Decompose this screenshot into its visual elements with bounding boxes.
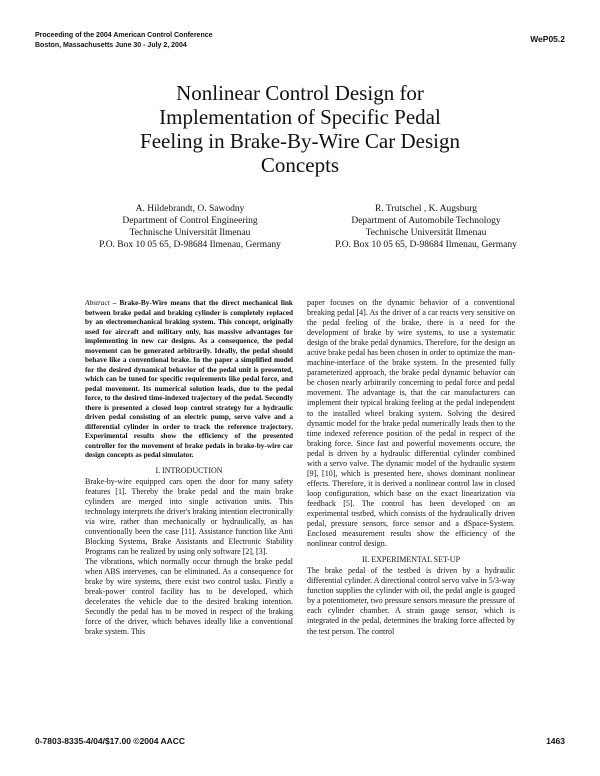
title-line-3: Feeling in Brake-By-Wire Car Design — [140, 129, 460, 153]
author-department: Department of Automobile Technology — [351, 216, 501, 226]
intro-paragraph-2: The vibrations, which normally occur through the brake pedal when ABS intervenes, can be eliminated. As a consequence for brake by wire systems, there exist two control tasks. Firstly a break-power control facility has to be developed, which decelerates the vehicle due to the desired braking intention. Secondly the pedal has to be moved in respect of the braking force of the driver, which behaves ideally like a conventional brake system. This — [85, 556, 293, 637]
title-line-1: Nonlinear Control Design for — [176, 81, 424, 105]
left-column — [85, 298, 293, 720]
isbn-copyright: 0-7803-8335-4/04/$17.00 ©2004 AACC — [35, 736, 186, 746]
conference-location-date: Boston, Massachusetts June 30 - July 2, 2004 — [35, 42, 187, 49]
abstract — [85, 298, 293, 460]
section-heading-experimental-setup: II. EXPERIMENTAL SET-UP — [361, 555, 461, 565]
conference-header — [35, 31, 213, 51]
author-block-right — [316, 203, 536, 251]
setup-paragraph: The brake pedal of the testbed is driven by a hydraulic differential cylinder. A directional control servo valve in 5/3-way function supplies the cylinder with oil, the pedal angle is gauged by a potentiometer, two pressure sensors measure the pressure of each cylinder chamber. A strain gauge sensor, which is integrated in the pedal, determines the braking force affected by the test person. The control — [307, 566, 515, 636]
author-names: A. Hildebrandt, O. Sawodny — [135, 204, 245, 214]
author-university: Technische Universität Ilmenau — [129, 228, 251, 238]
page-number: 1463 — [546, 736, 565, 746]
conference-name: Proceeding of the 2004 American Control Conference — [35, 32, 213, 39]
right-column — [307, 298, 515, 720]
title-line-2: Implementation of Specific Pedal — [159, 105, 441, 129]
author-names: R. Trutschel , K. Augsburg — [375, 204, 477, 214]
author-address: P.O. Box 10 05 65, D-98684 Ilmenau, Germany — [335, 240, 517, 250]
author-block-left — [80, 203, 300, 251]
title-line-4: Concepts — [260, 153, 340, 177]
section-heading-introduction: I. INTRODUCTION — [155, 465, 223, 475]
right-paragraph-1: paper focuses on the dynamic behavior of a conventional breaking pedal [4]. As the driver of a car reacts very sensitive on the pedal feeling of the brake, there is a need for the development of brake by wire systems, to use a systematic design of the brake pedal dynamics. Therefore, for the design an active brake pedal has been chosen in order to optimize the man-machine-interface of the brake system. In the presented fully parameterized approach, the brake pedal dynamic behavior can be chosen nearly arbitrarily concerning to pedal force and pedal movement. The advantage is, that the car manufacturers can implement their typical braking feeling at the pedal independent to the installed wheel braking system. Solving the desired dynamic model for the brake pedal numerically leads then to the time indexed reference position of the pedal in respect of the braking force. Since fast and powerful movements occure, the pedal is driven by a hydraulic differential cylinder combined with a servo valve. The dynamic model of the hydraulic system [9], [10], which is presented here, shows dominant nonlinear effects. Therefore, it is derived a nonlinear control law in closed loop configuration, which base on the exact linearization via feedback [5]. The control has been developed on an experimental testbed, which consists of the hydraulically driven pedal, pressure sensors, force sensor and a dSpace-System. Enclosed measurement results show the efficiency of the nonlinear control design. — [307, 298, 515, 549]
author-address: P.O. Box 10 05 65, D-98684 Ilmenau, Germany — [99, 240, 281, 250]
paper-title — [0, 81, 600, 177]
abstract-text: – Brake-By-Wire means that the direct mechanical link between brake pedal and braking cylinder is completely replaced by an electromechanical braking system. This concept, originally used for aircraft and military only, has massive advantages for implementing in new car designs. As a consequence, the pedal movement can be generated arbitrarily. Ideally, the pedal should behave like a conventional brake. In the paper a simplified model for the desired dynamical behavior of the pedal unit is presented, which can be tuned for specific requirements like pedal force, and pedal movement. Its numerical solution leads, due to the pedal force, to the desired time-indexed trajectory of the pedal. Secondly there is presented a closed loop control strategy for a hydraulic driven pedal consisting of an electric pump, servo valve and a differential cylinder in order to track the reference trajectory. Experimental results show the efficiency of the presented controller for the movement of brake pedals in brake-by-wire car design concepts as pedal simulator. — [85, 298, 293, 459]
intro-paragraph-1: Brake-by-wire equipped cars open the door for many safety features [1]. Thereby the brake pedal and the main brake cylinders are merged into single activation units. This technology interprets the driver's braking intention electronically via wire, rather than mechanically or hydraulically, as has conventionally been the case [11]. Assistance function like Anti Blocking Systems, Brake Assistants and Electronic Stability Programs can be realized by using only software [2], [3]. — [85, 476, 293, 556]
author-university: Technische Universität Ilmenau — [365, 228, 487, 238]
author-department: Department of Control Engineering — [122, 216, 258, 226]
session-code: WeP05.2 — [530, 34, 565, 44]
abstract-lead: Abstract — [85, 298, 110, 307]
